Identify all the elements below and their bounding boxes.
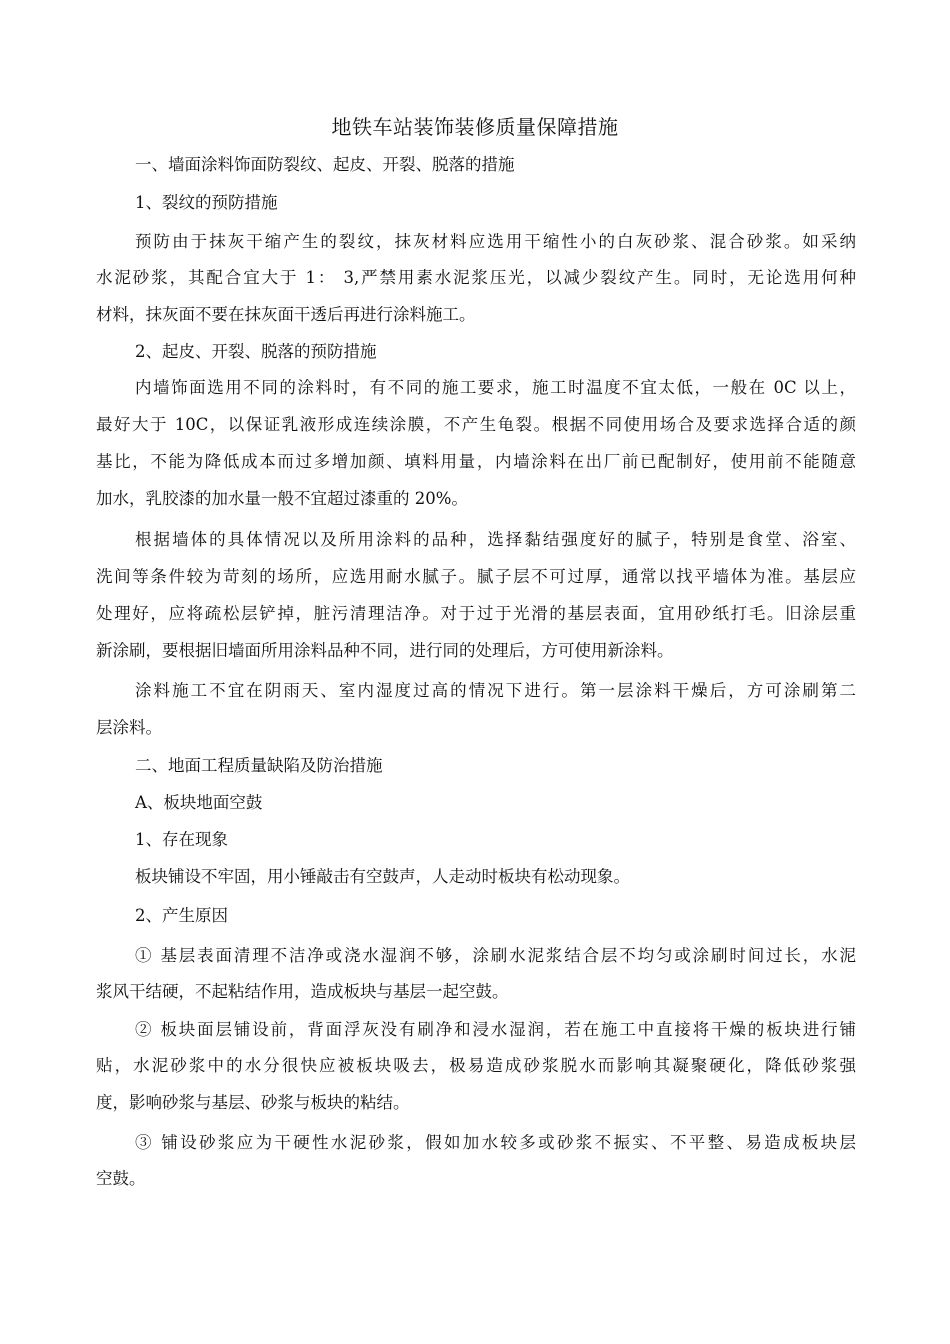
paragraph-line: ② 板块面层铺设前，背面浮灰没有刷净和浸水湿润，若在施工中直接将干燥的板块进行铺 bbox=[135, 1020, 856, 1039]
subheading-peeling-prevention: 2、起皮、开裂、脱落的预防措施 bbox=[135, 342, 377, 361]
section-heading-floor-defects: 二、地面工程质量缺陷及防治措施 bbox=[135, 756, 383, 775]
paragraph-line: 最好大于 10C，以保证乳液形成连续涂膜，不产生龟裂。根据不同使用场合及要求选择合适的颜 bbox=[96, 415, 856, 434]
section-heading-wall-coating: 一、墙面涂料饰面防裂纹、起皮、开裂、脱落的措施 bbox=[135, 155, 515, 174]
paragraph-line: 处理好，应将疏松层铲掉，脏污清理洁净。对于过于光滑的基层表面，宜用砂纸打毛。旧涂层重 bbox=[96, 604, 856, 623]
paragraph-line: 空鼓。 bbox=[96, 1169, 146, 1188]
paragraph-line: 水泥砂浆，其配合宜大于 1： 3,严禁用素水泥浆压光，以减少裂纹产生。同时，无论选用何种 bbox=[96, 268, 856, 287]
paragraph-line: 度，影响砂浆与基层、砂浆与板块的粘结。 bbox=[96, 1093, 410, 1112]
paragraph-line: 新涂刷，要根据旧墙面所用涂料品种不同，进行同的处理后，方可使用新涂料。 bbox=[96, 641, 674, 660]
subheading-phenomenon: 1、存在现象 bbox=[135, 830, 228, 849]
document-title: 地铁车站装饰装修质量保障措施 bbox=[331, 115, 619, 139]
paragraph-line: 涂料施工不宜在阴雨天、室内湿度过高的情况下进行。第一层涂料干燥后，方可涂刷第二 bbox=[135, 681, 856, 700]
paragraph-line: 基比，不能为降低成本而过多增加颜、填料用量，内墙涂料在出厂前已配制好，使用前不能随意 bbox=[96, 452, 856, 471]
paragraph-line: 根据墙体的具体情况以及所用涂料的品种，选择黏结强度好的腻子，特别是食堂、浴室、 bbox=[135, 530, 856, 549]
paragraph-line: 内墙饰面选用不同的涂料时，有不同的施工要求，施工时温度不宜太低，一般在 0C 以上， bbox=[135, 378, 856, 397]
subheading-crack-prevention: 1、裂纹的预防措施 bbox=[135, 193, 278, 212]
subheading-hollow-tiles: A、板块地面空鼓 bbox=[135, 793, 263, 812]
paragraph-line: ③ 铺设砂浆应为干硬性水泥砂浆，假如加水较多或砂浆不振实、不平整、易造成板块层 bbox=[135, 1133, 856, 1152]
paragraph-line: 浆风干结硬，不起粘结作用，造成板块与基层一起空鼓。 bbox=[96, 982, 509, 1001]
paragraph-line: 贴，水泥砂浆中的水分很快应被板块吸去，极易造成砂浆脱水而影响其凝聚硬化，降低砂浆强 bbox=[96, 1056, 856, 1075]
paragraph-line: 加水，乳胶漆的加水量一般不宜超过漆重的 20%。 bbox=[96, 489, 468, 508]
paragraph-line: ① 基层表面清理不洁净或浇水湿润不够，涂刷水泥浆结合层不均匀或涂刷时间过长，水泥 bbox=[135, 946, 856, 965]
paragraph-line: 层涂料。 bbox=[96, 718, 162, 737]
subheading-causes: 2、产生原因 bbox=[135, 906, 228, 925]
paragraph-line: 材料，抹灰面不要在抹灰面干透后再进行涂料施工。 bbox=[96, 305, 476, 324]
paragraph-line: 板块铺设不牢固，用小锤敲击有空鼓声，人走动时板块有松动现象。 bbox=[135, 867, 630, 886]
paragraph-line: 预防由于抹灰干缩产生的裂纹，抹灰材料应选用干缩性小的白灰砂浆、混合砂浆。如采纳 bbox=[135, 232, 856, 251]
paragraph-line: 洗间等条件较为苛刻的场所，应选用耐水腻子。腻子层不可过厚，通常以找平墙体为准。基层应 bbox=[96, 567, 856, 586]
